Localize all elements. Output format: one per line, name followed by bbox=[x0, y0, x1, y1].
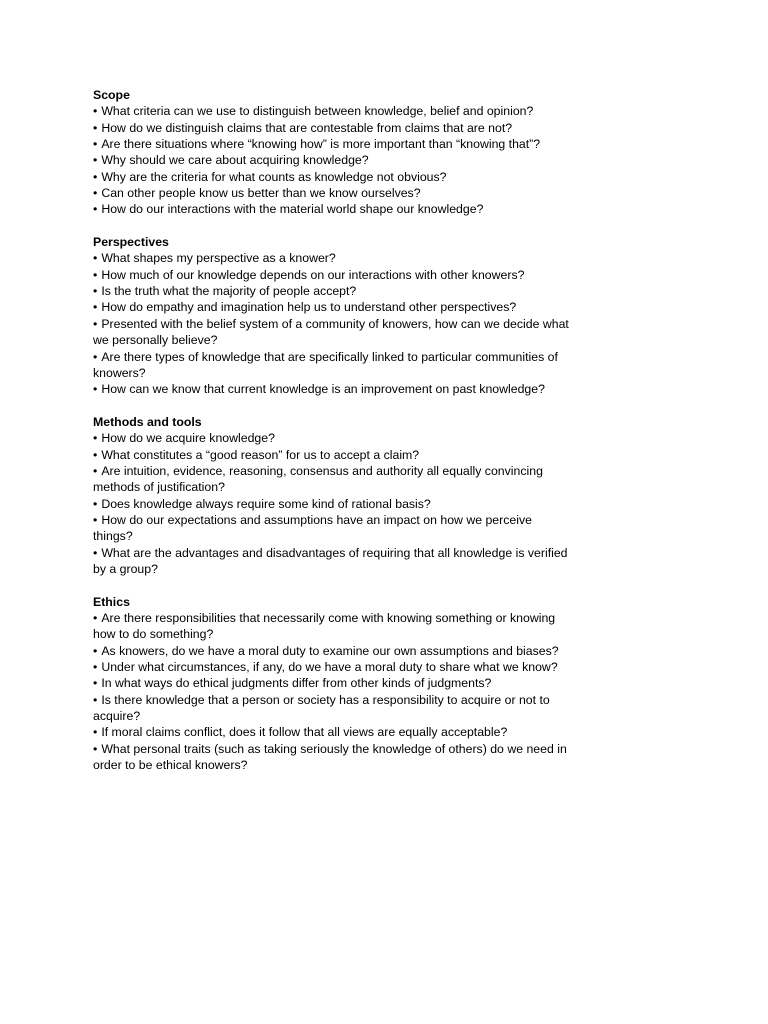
question-item bbox=[93, 447, 573, 463]
question-text: Presented with the belief system of a community of knowers, how can we decide what we personally believe? bbox=[93, 316, 569, 348]
bullet-icon: • bbox=[93, 153, 98, 168]
section-methods-and-tools bbox=[93, 414, 573, 577]
bullet-icon: • bbox=[93, 186, 98, 201]
bullet-icon: • bbox=[93, 284, 98, 299]
question-list bbox=[93, 430, 573, 577]
question-text: Is the truth what the majority of people accept? bbox=[101, 284, 357, 299]
question-item bbox=[93, 120, 573, 136]
section-perspectives bbox=[93, 234, 573, 397]
question-item bbox=[93, 430, 573, 446]
document-body bbox=[93, 87, 573, 773]
question-text: How do our expectations and assumptions have an impact on how we perceive things? bbox=[93, 512, 532, 544]
question-item bbox=[93, 152, 573, 168]
question-text: Are there situations where “knowing how” is more important than “knowing that”? bbox=[101, 137, 541, 152]
section-heading: Perspectives bbox=[93, 235, 169, 250]
bullet-icon: • bbox=[93, 512, 98, 527]
bullet-icon: • bbox=[93, 676, 98, 691]
question-item bbox=[93, 643, 573, 659]
bullet-icon: • bbox=[93, 431, 98, 446]
bullet-icon: • bbox=[93, 169, 98, 184]
bullet-icon: • bbox=[93, 692, 98, 707]
question-text: In what ways do ethical judgments differ from other kinds of judgments? bbox=[101, 676, 492, 691]
question-item bbox=[93, 675, 573, 691]
question-item bbox=[93, 349, 573, 382]
question-text: Are there types of knowledge that are specifically linked to particular communities of knowers? bbox=[93, 349, 558, 380]
question-item bbox=[93, 250, 573, 266]
bullet-icon: • bbox=[93, 496, 98, 511]
question-text: What shapes my perspective as a knower? bbox=[101, 251, 336, 266]
question-text: How do we acquire knowledge? bbox=[101, 431, 275, 446]
bullet-icon: • bbox=[93, 300, 98, 315]
bullet-icon: • bbox=[93, 545, 98, 560]
question-item bbox=[93, 381, 573, 397]
question-list bbox=[93, 103, 573, 217]
bullet-icon: • bbox=[93, 316, 98, 331]
question-item bbox=[93, 692, 573, 725]
question-text: Can other people know us better than we know ourselves? bbox=[101, 186, 421, 201]
section-heading: Scope bbox=[93, 88, 130, 102]
bullet-icon: • bbox=[93, 137, 98, 152]
section-scope bbox=[93, 87, 573, 218]
question-text: How do we distinguish claims that are contestable from claims that are not? bbox=[101, 120, 513, 135]
bullet-icon: • bbox=[93, 611, 98, 625]
question-item bbox=[93, 283, 573, 299]
question-item bbox=[93, 316, 573, 349]
question-text: What constitutes a “good reason” for us to accept a claim? bbox=[101, 447, 420, 462]
bullet-icon: • bbox=[93, 463, 98, 478]
question-list bbox=[93, 610, 573, 773]
question-text: Why should we care about acquiring knowledge? bbox=[101, 153, 369, 168]
question-text: How can we know that current knowledge is an improvement on past knowledge? bbox=[101, 382, 545, 397]
question-text: What criteria can we use to distinguish between knowledge, belief and opinion? bbox=[101, 104, 534, 119]
bullet-icon: • bbox=[93, 660, 98, 675]
question-text: What personal traits (such as taking seriously the knowledge of others) do we need in order to be ethical knowers? bbox=[93, 741, 567, 773]
question-text: As knowers, do we have a moral duty to examine our own assumptions and biases? bbox=[101, 643, 559, 658]
question-item bbox=[93, 724, 573, 740]
bullet-icon: • bbox=[93, 104, 98, 119]
question-item bbox=[93, 169, 573, 185]
question-item bbox=[93, 136, 573, 152]
question-text: Why are the criteria for what counts as knowledge not obvious? bbox=[101, 169, 447, 184]
section-heading: Methods and tools bbox=[93, 414, 202, 429]
question-text: Under what circumstances, if any, do we have a moral duty to share what we know? bbox=[101, 660, 558, 675]
bullet-icon: • bbox=[93, 349, 98, 364]
bullet-icon: • bbox=[93, 741, 98, 756]
question-text: How do our interactions with the material world shape our knowledge? bbox=[101, 202, 484, 217]
bullet-icon: • bbox=[93, 643, 98, 658]
bullet-icon: • bbox=[93, 725, 98, 740]
question-item bbox=[93, 659, 573, 675]
question-item bbox=[93, 103, 573, 119]
question-list bbox=[93, 250, 573, 397]
bullet-icon: • bbox=[93, 251, 98, 266]
question-item bbox=[93, 610, 573, 643]
question-text: How do empathy and imagination help us to understand other perspectives? bbox=[101, 300, 517, 315]
question-text: Does knowledge always require some kind of rational basis? bbox=[101, 496, 431, 511]
bullet-icon: • bbox=[93, 267, 98, 282]
bullet-icon: • bbox=[93, 447, 98, 462]
bullet-icon: • bbox=[93, 202, 98, 217]
question-item bbox=[93, 512, 573, 545]
question-item bbox=[93, 185, 573, 201]
question-item bbox=[93, 741, 573, 774]
bullet-icon: • bbox=[93, 382, 98, 397]
question-item bbox=[93, 463, 573, 496]
question-item bbox=[93, 299, 573, 315]
question-text: Are there responsibilities that necessarily come with knowing something or knowing how to do something? bbox=[93, 611, 556, 642]
bullet-icon: • bbox=[93, 120, 98, 135]
question-text: Are intuition, evidence, reasoning, consensus and authority all equally convincing methods of justification? bbox=[93, 463, 543, 495]
section-ethics bbox=[93, 594, 573, 774]
section-heading: Ethics bbox=[93, 594, 130, 609]
question-text: What are the advantages and disadvantages of requiring that all knowledge is verified by a group? bbox=[93, 545, 568, 576]
question-text: Is there knowledge that a person or society has a responsibility to acquire or not to acquire? bbox=[93, 692, 550, 724]
question-item bbox=[93, 201, 573, 217]
question-item bbox=[93, 496, 573, 512]
question-text: If moral claims conflict, does it follow that all views are equally acceptable? bbox=[101, 725, 508, 740]
question-text: How much of our knowledge depends on our interactions with other knowers? bbox=[101, 267, 525, 282]
question-item bbox=[93, 545, 573, 578]
question-item bbox=[93, 267, 573, 283]
